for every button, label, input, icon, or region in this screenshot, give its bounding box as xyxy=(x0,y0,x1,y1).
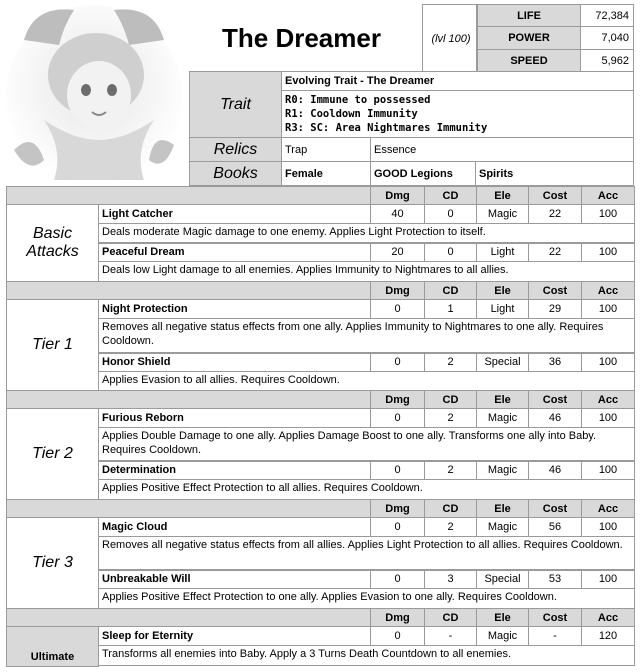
skill-ele: Magic xyxy=(476,626,529,646)
skill-cost: 22 xyxy=(528,242,582,262)
section-label: Basic Attacks xyxy=(6,204,99,282)
column-header-cost: Cost xyxy=(528,281,582,300)
skill-cd: 0 xyxy=(424,242,477,262)
column-header-ele: Ele xyxy=(476,281,529,300)
column-header-ele: Ele xyxy=(476,186,529,205)
skill-description: Applies Evasion to all allies. Requires Cooldown. xyxy=(98,371,635,391)
skill-acc: 100 xyxy=(581,299,635,319)
trait-details xyxy=(281,90,634,138)
skill-ele: Special xyxy=(476,352,529,372)
skill-acc: 100 xyxy=(581,242,635,262)
skill-ele: Magic xyxy=(476,408,529,428)
skill-name: Light Catcher xyxy=(98,204,371,224)
column-header-ele: Ele xyxy=(476,499,529,518)
book-1: Female xyxy=(281,161,371,186)
column-header-cd: CD xyxy=(424,390,477,409)
skill-acc: 100 xyxy=(581,517,635,537)
stat-value-speed: 5,962 xyxy=(580,49,634,72)
skill-cost: 56 xyxy=(528,517,582,537)
section-header-bar xyxy=(6,186,371,205)
stat-label-speed: SPEED xyxy=(477,49,581,72)
skill-description: Deals low Light damage to all enemies. Applies Immunity to Nightmares to all allies. xyxy=(98,261,635,282)
stat-value-power: 7,040 xyxy=(580,26,634,50)
skill-dmg: 0 xyxy=(370,460,425,480)
skill-ele: Magic xyxy=(476,204,529,224)
skill-name: Honor Shield xyxy=(98,352,371,372)
column-header-cost: Cost xyxy=(528,608,582,627)
column-header-cost: Cost xyxy=(528,499,582,518)
skill-name: Peaceful Dream xyxy=(98,242,371,262)
trait-line-r0: R0: Immune to possessed xyxy=(285,94,431,106)
skill-cost: 22 xyxy=(528,204,582,224)
skill-cost: 46 xyxy=(528,408,582,428)
column-header-dmg: Dmg xyxy=(370,390,425,409)
skill-acc: 100 xyxy=(581,352,635,372)
section-label: Tier 1 xyxy=(6,299,99,391)
column-header-acc: Acc xyxy=(581,186,635,205)
relic-1: Trap xyxy=(281,137,371,162)
skill-name: Night Protection xyxy=(98,299,371,319)
skill-name: Unbreakable Will xyxy=(98,569,371,589)
skill-ele: Special xyxy=(476,569,529,589)
skill-acc: 100 xyxy=(581,569,635,589)
skill-dmg: 0 xyxy=(370,569,425,589)
hero-level: (lvl 100) xyxy=(431,33,471,45)
skill-dmg: 0 xyxy=(370,408,425,428)
column-header-cd: CD xyxy=(424,608,477,627)
skill-dmg: 20 xyxy=(370,242,425,262)
skill-acc: 120 xyxy=(581,626,635,646)
trait-line-r1: R1: Cooldown Immunity xyxy=(285,108,418,120)
column-header-dmg: Dmg xyxy=(370,281,425,300)
column-header-dmg: Dmg xyxy=(370,499,425,518)
skill-acc: 100 xyxy=(581,204,635,224)
trait-label: Trait xyxy=(189,71,282,138)
column-header-cost: Cost xyxy=(528,390,582,409)
stat-value-life: 72,384 xyxy=(580,4,634,27)
section-label: Tier 3 xyxy=(6,517,99,609)
skill-cost: 46 xyxy=(528,460,582,480)
skill-cd: 1 xyxy=(424,299,477,319)
skill-description: Deals moderate Magic damage to one enemy. Applies Light Protection to itself. xyxy=(98,223,635,244)
skill-cd: 2 xyxy=(424,352,477,372)
skill-name: Sleep for Eternity xyxy=(98,626,371,646)
section-header-bar xyxy=(6,499,371,518)
books-label: Books xyxy=(189,161,282,186)
skill-description: Transforms all enemies into Baby. Apply a 3 Turns Death Countdown to all enemies. xyxy=(98,645,635,666)
skill-description: Removes all negative status effects from all allies. Applies Light Protection to all allies. Requires Cooldown. xyxy=(98,536,635,571)
skill-acc: 100 xyxy=(581,460,635,480)
relic-2: Essence xyxy=(370,137,634,162)
skill-cd: 2 xyxy=(424,460,477,480)
section-label: Tier 2 xyxy=(6,408,99,500)
column-header-cd: CD xyxy=(424,281,477,300)
column-header-cd: CD xyxy=(424,499,477,518)
column-header-cd: CD xyxy=(424,186,477,205)
skill-description: Removes all negative status effects from one ally. Applies Immunity to Nightmares to one ally. Requires Cooldown. xyxy=(98,318,635,354)
column-header-ele: Ele xyxy=(476,608,529,627)
skill-acc: 100 xyxy=(581,408,635,428)
skill-dmg: 0 xyxy=(370,352,425,372)
trait-name: Evolving Trait - The Dreamer xyxy=(281,71,634,91)
skill-cd: 2 xyxy=(424,517,477,537)
skill-dmg: 0 xyxy=(370,299,425,319)
column-header-dmg: Dmg xyxy=(370,608,425,627)
relics-label: Relics xyxy=(189,137,282,162)
skill-cost: 53 xyxy=(528,569,582,589)
skill-ele: Magic xyxy=(476,517,529,537)
skill-description: Applies Positive Effect Protection to one ally. Applies Evasion to one ally. Requires Cooldown. xyxy=(98,588,635,609)
skill-cd: - xyxy=(424,626,477,646)
title-box-border xyxy=(422,4,477,72)
hero-name: The Dreamer xyxy=(222,22,381,53)
book-2: GOOD Legions xyxy=(370,161,476,186)
skill-cost: 29 xyxy=(528,299,582,319)
column-header-acc: Acc xyxy=(581,499,635,518)
column-header-acc: Acc xyxy=(581,608,635,627)
section-header-bar xyxy=(6,390,371,409)
skill-dmg: 0 xyxy=(370,626,425,646)
skill-description: Applies Positive Effect Protection to all allies. Requires Cooldown. xyxy=(98,479,635,500)
skill-name: Determination xyxy=(98,460,371,480)
skill-ele: Magic xyxy=(476,460,529,480)
section-header-bar xyxy=(6,281,371,300)
stat-label-power: POWER xyxy=(477,26,581,50)
column-header-acc: Acc xyxy=(581,390,635,409)
hero-portrait xyxy=(4,0,184,186)
skill-cd: 0 xyxy=(424,204,477,224)
column-header-cost: Cost xyxy=(528,186,582,205)
skill-dmg: 40 xyxy=(370,204,425,224)
skill-description: Applies Double Damage to one ally. Applies Damage Boost to one ally. Transforms one ally into Baby. Requires Cooldown. xyxy=(98,427,635,462)
column-header-ele: Ele xyxy=(476,390,529,409)
skill-name: Furious Reborn xyxy=(98,408,371,428)
skill-cost: 36 xyxy=(528,352,582,372)
stat-label-life: LIFE xyxy=(477,4,581,27)
skill-ele: Light xyxy=(476,299,529,319)
skill-name: Magic Cloud xyxy=(98,517,371,537)
skill-cd: 2 xyxy=(424,408,477,428)
column-header-acc: Acc xyxy=(581,281,635,300)
section-label: Ultimate xyxy=(6,626,99,667)
skill-cd: 3 xyxy=(424,569,477,589)
book-3: Spirits xyxy=(475,161,634,186)
section-header-bar xyxy=(6,608,371,627)
skill-dmg: 0 xyxy=(370,517,425,537)
skill-ele: Light xyxy=(476,242,529,262)
skill-cost: - xyxy=(528,626,582,646)
column-header-dmg: Dmg xyxy=(370,186,425,205)
trait-line-r3: R3: SC: Area Nightmares Immunity xyxy=(285,122,488,134)
